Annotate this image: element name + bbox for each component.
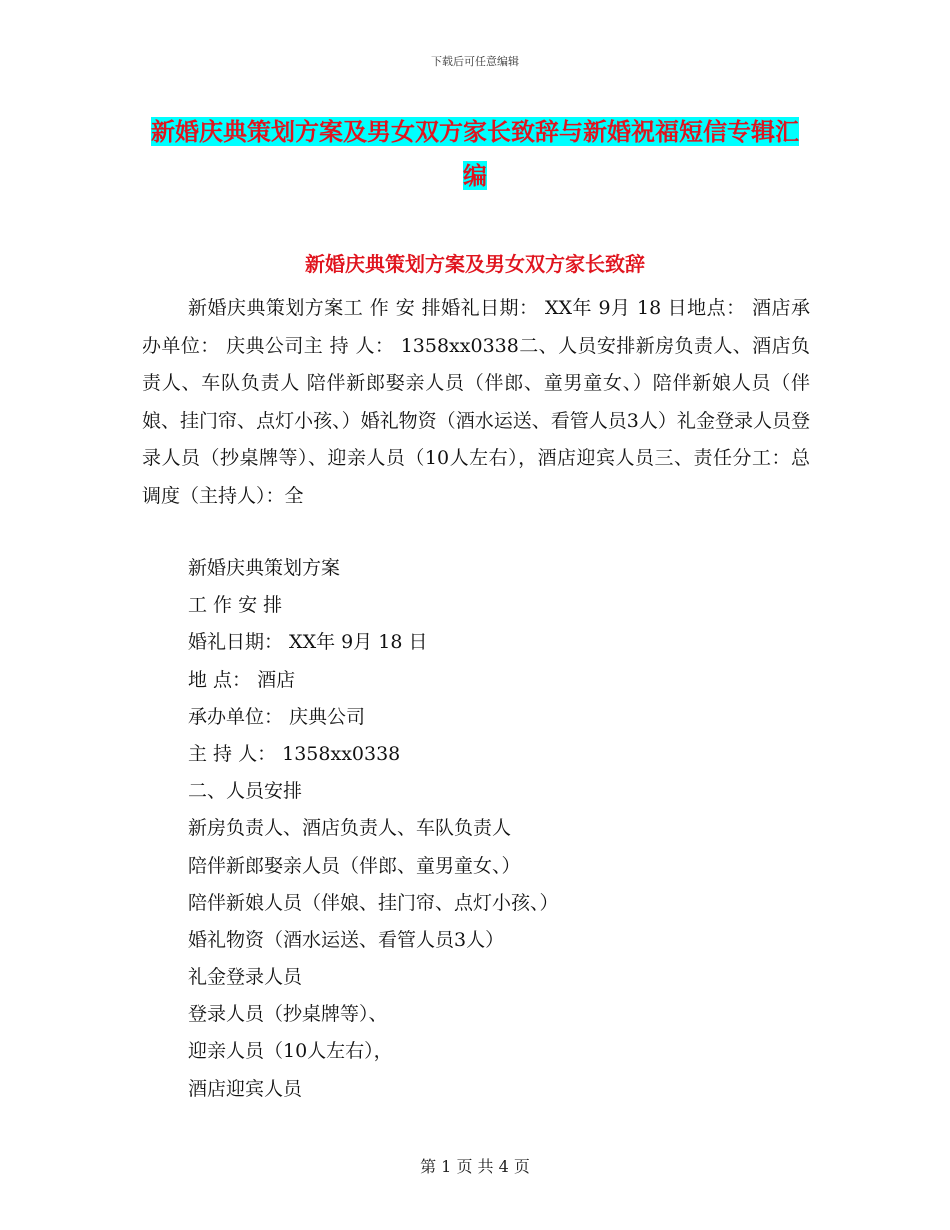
plan-line: 陪伴新娘人员（伴娘、挂门帘、点灯小孩、） <box>188 891 559 914</box>
plan-line: 主 持 人： 1358xx0338 <box>188 742 401 765</box>
plan-line: 承办单位： 庆典公司 <box>188 705 366 728</box>
plan-line: 登录人员（抄桌牌等）、 <box>188 1003 388 1026</box>
plan-line: 婚礼日期： XX年 9月 18 日 <box>188 631 428 654</box>
plan-line: 酒店迎宾人员 <box>188 1077 303 1100</box>
plan-line: 工 作 安 排 <box>188 594 283 617</box>
intro-paragraph: 新婚庆典策划方案工 作 安 排婚礼日期： XX年 9月 18 日地点： 酒店承办单位： 庆典公司主 持 人： 1358xx0338二、人员安排新房负责人、酒店负责人、车队负责人 陪伴新郎娶亲人员（伴郎、童男童女、）陪伴新娘人员（伴娘、挂门帘、点灯小孩、）婚礼物资（酒水运送、看管人员3人）礼金登录人员登录人员（抄桌牌等）、迎亲人员（10人左右），酒店迎宾人员三、责任分工：总调度（主持人）：全 <box>142 297 810 507</box>
plan-line-list <box>188 550 808 1108</box>
plan-line: 迎亲人员（10人左右）， <box>188 1040 393 1063</box>
document-title-text: 新婚庆典策划方案及男女双方家长致辞与新婚祝福短信专辑汇编 <box>151 117 799 190</box>
plan-line: 新房负责人、酒店负责人、车队负责人 <box>188 817 512 840</box>
plan-line: 陪伴新郎娶亲人员（伴郎、童男童女、） <box>188 854 521 877</box>
document-title <box>140 110 810 198</box>
plan-line: 二、人员安排 <box>188 780 303 803</box>
page-header-note: 下载后可任意编辑 <box>431 55 519 68</box>
plan-line: 新婚庆典策划方案 <box>188 557 341 579</box>
plan-line: 礼金登录人员 <box>188 966 303 989</box>
section-title: 新婚庆典策划方案及男女双方家长致辞 <box>305 252 645 276</box>
plan-line: 婚礼物资（酒水运送、看管人员3人） <box>188 928 505 951</box>
page-footer: 第 1 页 共 4 页 <box>420 1157 530 1176</box>
plan-line: 地 点： 酒店 <box>188 668 296 691</box>
